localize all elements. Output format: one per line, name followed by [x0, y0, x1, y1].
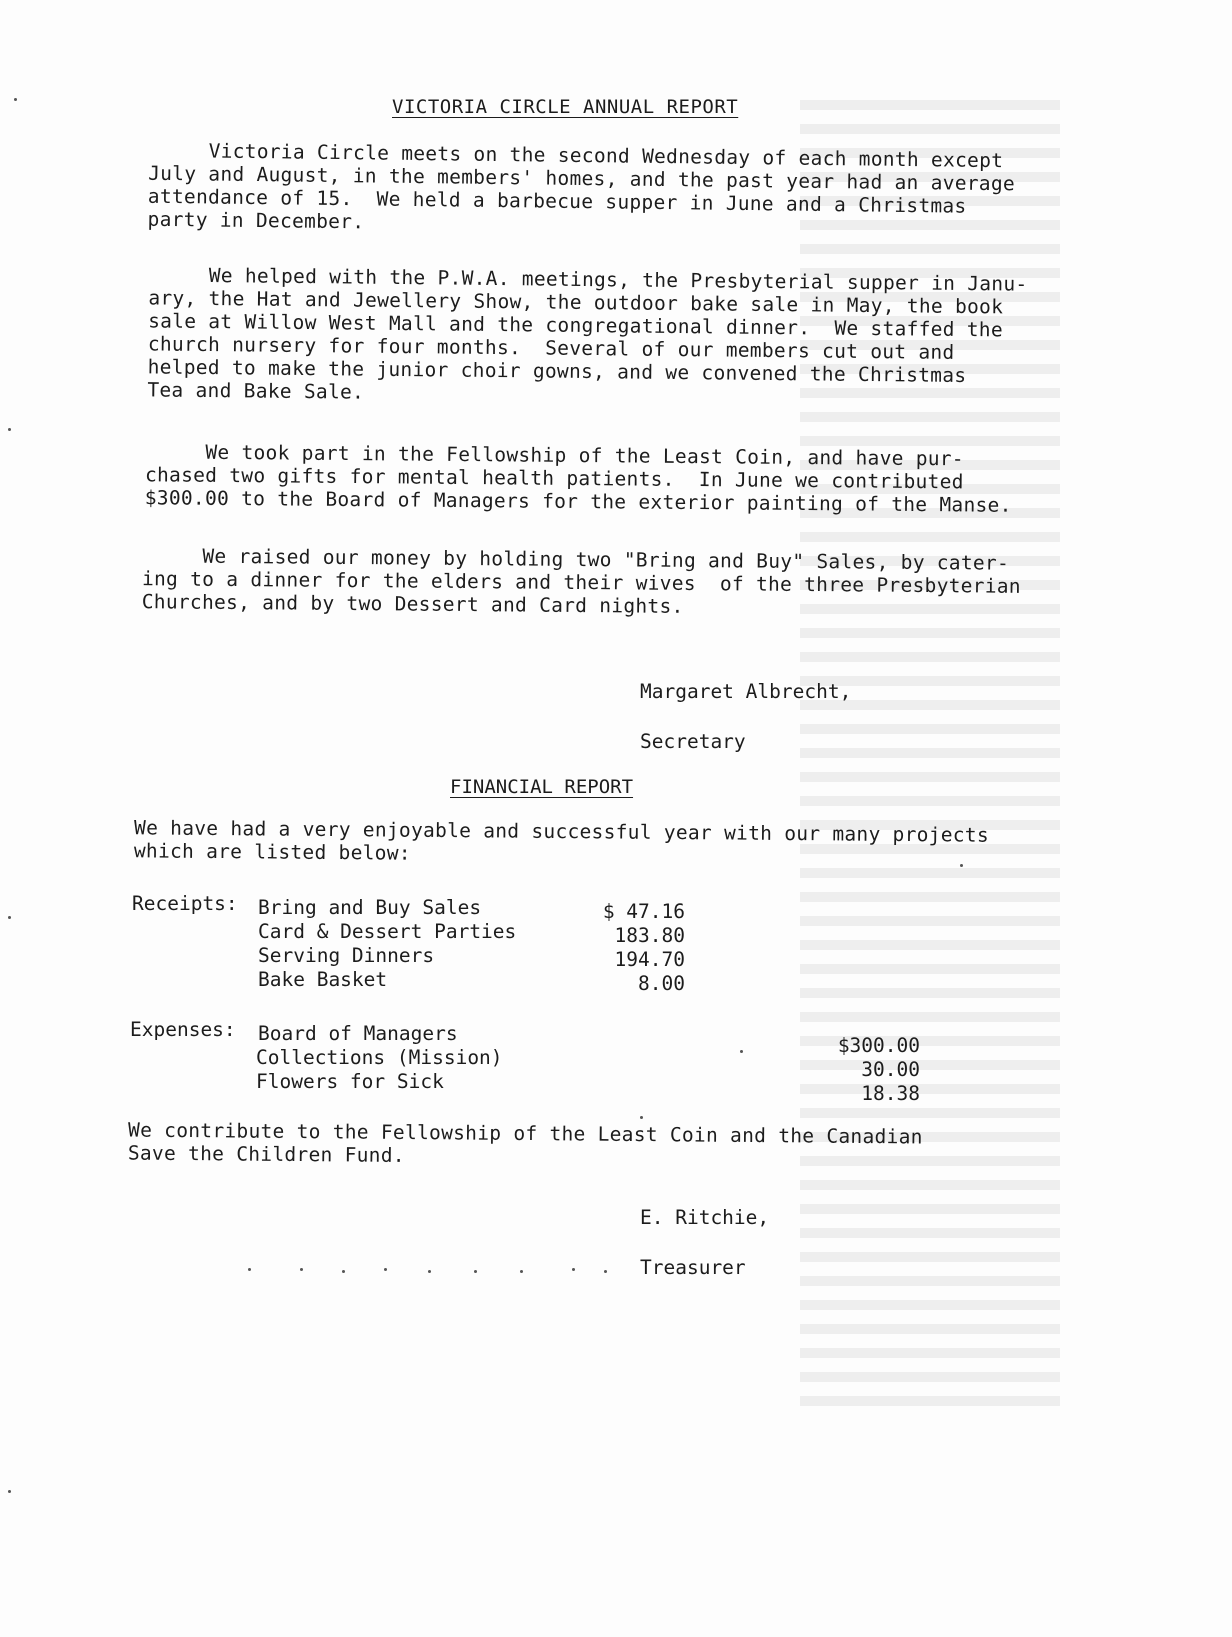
receipt-item: Card & Dessert Parties: [258, 920, 517, 943]
speck: [8, 1490, 11, 1493]
expenses-label: Expenses:: [130, 1018, 236, 1041]
treasurer-name: E. Ritchie,: [640, 1206, 770, 1229]
receipt-amount: 194.70: [614, 948, 685, 971]
receipt-item: Bring and Buy Sales: [258, 896, 482, 919]
expense-amount: 30.00: [861, 1058, 920, 1081]
receipt-amount: $ 47.16: [602, 900, 685, 923]
expense-item: Board of Managers: [258, 1022, 458, 1045]
receipts-label: Receipts:: [132, 892, 238, 915]
receipt-amount: 8.00: [638, 972, 685, 995]
speck: [8, 916, 11, 919]
speck: [474, 1270, 477, 1273]
expense-item: Flowers for Sick: [256, 1070, 444, 1093]
financial-intro: We have had a very enjoyable and successful year with our many projects which are listed below:: [133, 816, 990, 865]
speck: [740, 1050, 743, 1053]
speck: [640, 1116, 643, 1119]
financial-report-title: FINANCIAL REPORT: [450, 776, 634, 798]
paragraph-meetings: Victoria Circle meets on the second Wednesday of each month except July and August, in the members' homes, and the past year had an average attendance of 15. We held a barbecue supper in June and a Christmas party in December.: [147, 138, 1016, 234]
paragraph-fellowship: We took part in the Fellowship of the Least Coin, and have pur- chased two gifts for mental health patients. In June we contributed $300.00 to the Board of Managers for the exterior painting of the Manse.: [144, 440, 1012, 517]
paragraph-fundraising: We raised our money by holding two "Bring and Buy" Sales, by cater- ing to a dinner for the elders and their wives of the three Presbyterian Churches, and by two Dessert and Card nights.: [141, 544, 1022, 618]
secretary-name: Margaret Albrecht,: [640, 680, 852, 703]
speck: [248, 1268, 251, 1271]
receipt-item: Serving Dinners: [258, 944, 435, 967]
receipt-amount: 183.80: [614, 924, 685, 947]
financial-closing: We contribute to the Fellowship of the Least Coin and the Canadian Save the Children Fund.: [127, 1118, 923, 1167]
treasurer-title: Treasurer: [640, 1256, 746, 1279]
expense-amount: $300.00: [837, 1034, 920, 1057]
expense-amount: 18.38: [861, 1082, 920, 1105]
speck: [960, 864, 963, 867]
paragraph-activities: We helped with the P.W.A. meetings, the Presbyterial supper in Janu- ary, the Hat and Jewellery Show, the outdoor bake sale in May, the book sale at Willow West Mall and the congregational dinner. We staffed the church nursery for four months. Several of our members cut out and helped to make the junior choir gowns, and we convened the Christmas Tea and Bake Sale.: [147, 263, 1028, 404]
secretary-title: Secretary: [640, 730, 746, 753]
speck: [428, 1270, 431, 1273]
expense-item: Collections (Mission): [256, 1046, 503, 1069]
receipt-item: Bake Basket: [258, 968, 388, 991]
speck: [342, 1270, 345, 1273]
speck: [300, 1268, 303, 1271]
speck: [8, 428, 11, 431]
report-title: VICTORIA CIRCLE ANNUAL REPORT: [392, 96, 739, 118]
speck: [520, 1270, 523, 1273]
speck: [604, 1270, 607, 1273]
speck: [572, 1268, 575, 1271]
speck: [14, 98, 17, 101]
speck: [384, 1268, 387, 1271]
